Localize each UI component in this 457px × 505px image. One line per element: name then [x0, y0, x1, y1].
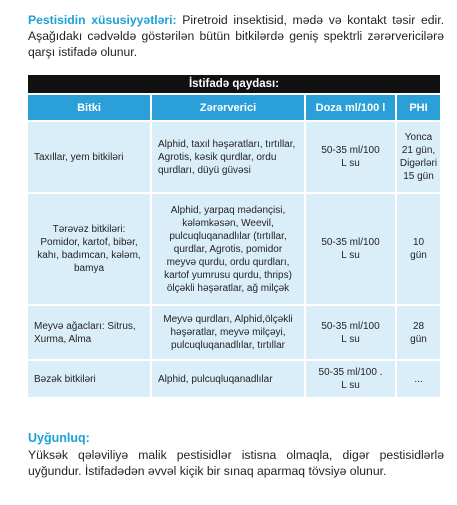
crop-cell: Tərəvəz bitkiləri: Pomidor, kartof, bibər, kahı, badımcan, kələm, bamya — [28, 192, 152, 304]
pest-cell: Alphid, pulcuqluqanadlılar — [152, 359, 306, 397]
compatibility-text: Yüksək qələviliyə malik pestisidlər istisna olmaqla, digər pestisidlərlə uyğundur. İstifadədən əvvəl kiçik bir sınaq aparmaq tövsiyə olunur. — [28, 448, 444, 478]
usage-table-title-row — [28, 75, 440, 93]
dose-text: 50-35 ml/100 . L su — [318, 367, 383, 391]
usage-table-title: İstifadə qaydası: — [28, 75, 440, 93]
pest-cell: Alphid, yarpaq mədənçisi, kələmkəsən, Weevil, pulcuqluqanadlılar (tırtıllar, qurdlar, Agrotis, pomidor meyvə qurdu, ordu qurdları, kartof yumrusu qurdu, thrips) ölçəkli həşəratlar, ağ milçək — [152, 192, 306, 304]
table-row — [28, 120, 440, 192]
header-phi: PHI — [397, 93, 440, 120]
dose-cell — [306, 192, 397, 304]
phi-cell — [397, 192, 440, 304]
header-crop: Bitki — [28, 93, 152, 120]
pest-cell: Meyvə qurdları, Alphid,ölçəkli həşəratlar, meyvə milçəyi, pulcuqluqanadlılar, tırtıllar — [152, 304, 306, 359]
dose-cell — [306, 359, 397, 397]
header-pest: Zərərverici — [152, 93, 306, 120]
phi-text: 28 gün — [410, 320, 427, 345]
table-row — [28, 359, 440, 397]
table-row — [28, 192, 440, 304]
phi-cell: ... — [397, 359, 440, 397]
crop-cell: Bəzək bitkiləri — [28, 359, 152, 397]
dose-cell — [306, 120, 397, 192]
usage-table-header-row — [28, 93, 440, 120]
dose-text: 50-35 ml/100 L su — [321, 237, 380, 261]
phi-text: 10 gün — [410, 237, 427, 261]
dose-text: 50-35 ml/100 L su — [321, 320, 380, 345]
dose-cell — [306, 304, 397, 359]
phi-cell — [397, 120, 440, 192]
phi-text: Yonca 21 gün, Digərləri 15 gün — [399, 132, 438, 182]
crop-cell: Meyvə ağacları: Sitrus, Xurma, Alma — [28, 304, 152, 359]
compatibility-heading: Uyğunluq: — [28, 431, 90, 445]
phi-cell — [397, 304, 440, 359]
table-row — [28, 304, 440, 359]
dose-text: 50-35 ml/100 L su — [321, 145, 380, 169]
properties-paragraph — [28, 12, 444, 60]
pest-cell: Alphid, taxıl həşəratları, tırtıllar, Agrotis, kəsik qurdlar, ordu qurdları, düyü güvəsi — [152, 120, 306, 192]
usage-table — [28, 75, 440, 397]
properties-heading: Pestisidin xüsusiyyətləri: — [28, 13, 177, 27]
header-dose: Doza ml/100 l — [306, 93, 397, 120]
crop-cell: Taxıllar, yem bitkiləri — [28, 120, 152, 192]
properties-text: Piretroid insektisid, mədə və kontakt təsir edir. Aşağıdakı cədvəldə göstərilən bütün bitkilərdə geniş spektrli zərərvericilərə qarşı istifadə olunur. — [28, 13, 444, 59]
